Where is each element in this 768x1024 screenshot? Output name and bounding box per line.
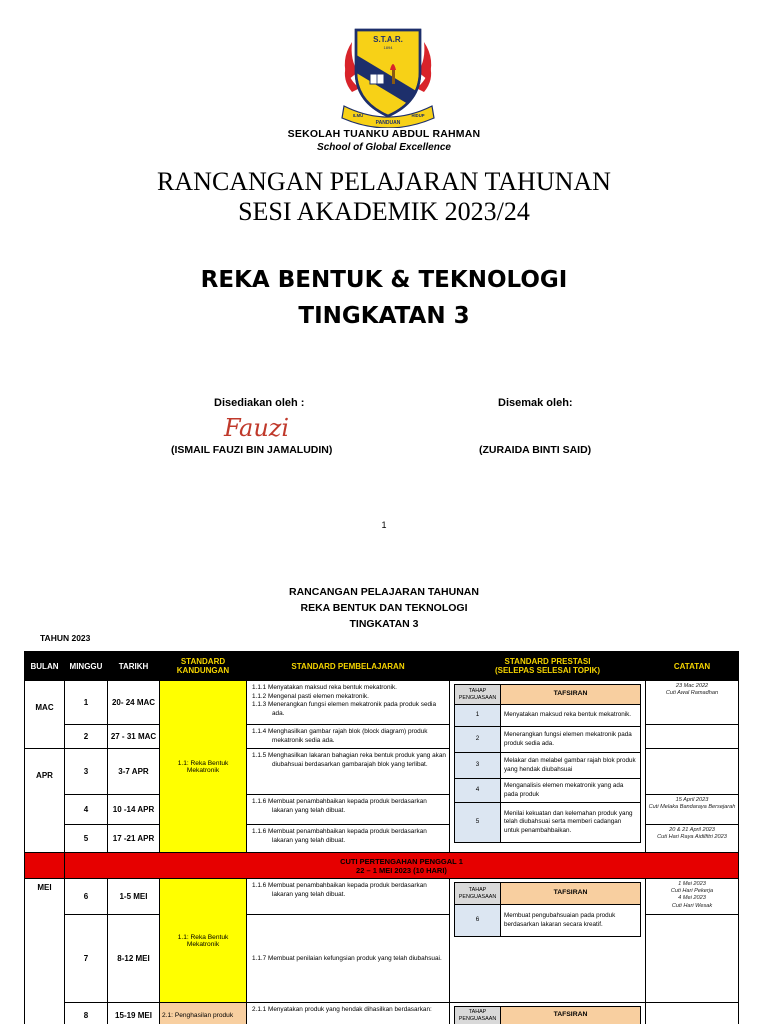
prepared-by-label: Disediakan oleh : [214, 397, 305, 409]
prestasi-header-tafsiran: TAFSIRAN [501, 685, 641, 705]
standard-prestasi-block1 [450, 681, 646, 853]
standard-kandungan-block2: 1.1: Reka Bentuk Mekatronik [160, 879, 247, 1003]
prestasi-desc: Melakar dan melabel gambar rajah blok produk yang hendak diubahsuai [501, 753, 641, 779]
learning-standard [247, 795, 450, 825]
plan-heading: RANCANGAN PELAJARAN TAHUNAN [289, 586, 479, 598]
plan-subject: REKA BENTUK DAN TEKNOLOGI [300, 602, 468, 614]
table-row [25, 1003, 739, 1024]
learning-standard-line: 1.1.6 Membuat penambahbaikan kepada produk berdasarkan lakaran yang telah dibuat. [252, 882, 427, 898]
week-number: 6 [65, 879, 108, 915]
note-text: 20 & 21 April 2023 Cuti Hari Raya Aidilfitri 2023 [657, 827, 727, 841]
col-prestasi-line2: (SELEPAS SELESAI TOPIK) [494, 666, 601, 675]
crest-ribbon-right: HIDUP [411, 113, 425, 118]
week-date: 1-5 MEI [108, 879, 160, 915]
month-mei: MEI [25, 879, 65, 1024]
prestasi-table [454, 684, 641, 843]
week-number: 7 [65, 915, 108, 1003]
col-standard-kandungan [160, 652, 247, 681]
learning-standard [247, 825, 450, 853]
learning-standard-line: 1.1.6 Membuat penambahbaikan kepada produk berdasarkan lakaran yang telah dibuat. [252, 798, 427, 814]
school-name: SEKOLAH TUANKU ABDUL RAHMAN [287, 128, 481, 140]
prestasi-table [454, 882, 641, 937]
prestasi-level: 5 [455, 803, 501, 843]
catatan-note [646, 795, 739, 825]
holiday-label [65, 853, 739, 879]
learning-standard-line: 1.1.4 Menghasilkan gambar rajah blok (block diagram) produk mekatronik sedia ada. [252, 728, 428, 744]
col-kandungan-line2: KANDUNGAN [176, 666, 230, 675]
standard-kandungan-block1: 1.1: Reka Bentuk Mekatronik [160, 681, 247, 853]
catatan-note [646, 749, 739, 795]
week-number: 3 [65, 749, 108, 795]
prestasi-level: 1 [455, 705, 501, 727]
week-number: 4 [65, 795, 108, 825]
col-kandungan-line1: STANDARD [180, 657, 226, 666]
holiday-title: CUTI PERTENGAHAN PENGGAL 1 [340, 856, 463, 866]
learning-standard-line: 1.1.2 Mengenal pasti elemen mekatronik. [252, 692, 369, 700]
prestasi-level: 2 [455, 727, 501, 753]
learning-standard [247, 1003, 450, 1024]
crest-ribbon-middle: PANDUAN [375, 120, 401, 126]
week-date: 17 -21 APR [108, 825, 160, 853]
table-row [25, 681, 739, 725]
learning-standard [247, 915, 450, 1003]
school-crest-logo [338, 20, 438, 128]
holiday-row-pad [25, 853, 65, 879]
col-bulan: BULAN [25, 652, 65, 681]
plan-form: TINGKATAN 3 [349, 618, 419, 630]
note-text: 1 Mei 2023 Cuti Hari Pekerja 4 Mei 2023 Cuti Hari Wesak [670, 881, 714, 909]
prestasi-header-tahap: TAHAP PENGUASAAN [455, 685, 501, 705]
standard-prestasi-block2 [450, 879, 646, 1003]
signature [220, 410, 300, 446]
academic-session: SESI AKADEMIK 2023/24 [238, 197, 530, 226]
learning-standard-line: 1.1.7 Membuat penilaian kefungsian produk yang telah diubahsuai. [252, 954, 442, 962]
school-motto: School of Global Excellence [317, 142, 451, 153]
prestasi-desc: Menyatakan maksud reka bentuk mekatronik. [501, 705, 641, 727]
col-tarikh: TARIKH [108, 652, 160, 681]
week-number: 8 [65, 1003, 108, 1024]
crest-text-star: S.T.A.R. [373, 35, 403, 44]
week-date: 10 -14 APR [108, 795, 160, 825]
catatan-note [646, 725, 739, 749]
prestasi-desc: Menilai kekuatan dan kelemahan produk yang telah diubahsuai serta memberi cadangan untuk penambahbaikan. [501, 803, 641, 843]
catatan-note [646, 915, 739, 1003]
col-catatan: CATATAN [646, 652, 739, 681]
week-number: 5 [65, 825, 108, 853]
col-standard-pembelajaran: STANDARD PEMBELAJARAN [247, 652, 450, 681]
standard-kandungan-block3: 2.1: Penghasilan produk [160, 1003, 247, 1024]
learning-standard [247, 681, 450, 725]
learning-standard [247, 879, 450, 915]
page-number: 1 [381, 520, 387, 530]
annual-plan-table [24, 651, 739, 1024]
catatan-note [646, 879, 739, 915]
learning-standard-line: 1.1.5 Menghasilkan lakaran bahagian reka bentuk produk yang akan diubahsuai berdasarkan gambarajah blok yang terlibat. [252, 752, 446, 768]
week-date: 27 - 31 MAC [108, 725, 160, 749]
learning-standard-line: 2.1.1 Menyatakan produk yang hendak dihasilkan berdasarkan: [252, 1006, 432, 1013]
crest-text-year: 1894 [383, 45, 393, 50]
catatan-note [646, 825, 739, 853]
catatan-note [646, 1003, 739, 1024]
prestasi-header-tafsiran: TAFSIRAN [501, 883, 641, 905]
learning-standard [247, 725, 450, 749]
prestasi-table [454, 1006, 641, 1024]
prestasi-desc: Menganalisis elemen mekatronik yang ada pada produk [501, 779, 641, 803]
form-level: TINGKATAN 3 [298, 303, 470, 329]
prestasi-desc: Membuat pengubahsuaian pada produk berdasarkan lakaran secara kreatif. [501, 905, 641, 937]
week-date: 20- 24 MAC [108, 681, 160, 725]
prestasi-level: 6 [455, 905, 501, 937]
crest-ribbon-left: ILMU [352, 113, 364, 118]
table-header-row [25, 652, 739, 681]
learning-standard-line: 1.1.1 Menyatakan maksud reka bentuk mekatronik. [252, 684, 397, 691]
table-row [25, 879, 739, 915]
prestasi-header-tahap: TAHAP PENGUASAAN [455, 1007, 501, 1024]
week-number: 2 [65, 725, 108, 749]
year-label: TAHUN 2023 [40, 633, 91, 643]
week-date: 3-7 APR [108, 749, 160, 795]
learning-standard-line: 1.1.3 Menerangkan fungsi elemen mekatronik pada produk sedia ada. [252, 701, 437, 717]
note-text: 23 Mac 2022 Cuti Awal Ramadhan [665, 683, 719, 697]
prestasi-level: 4 [455, 779, 501, 803]
week-number: 1 [65, 681, 108, 725]
signature-text: Fauzi [224, 414, 290, 442]
holiday-row [25, 853, 739, 879]
checked-by-name: (ZURAIDA BINTI SAID) [479, 444, 592, 456]
learning-standard-line: 1.1.6 Membuat penambahbaikan kepada produk berdasarkan lakaran yang telah dibuat. [252, 828, 427, 844]
col-minggu: MINGGU [65, 652, 108, 681]
week-date: 8-12 MEI [108, 915, 160, 1003]
col-standard-prestasi [450, 652, 646, 681]
holiday-dates: 22 – 1 MEI 2023 (10 HARI) [356, 865, 447, 875]
note-text: 15 April 2023 Cuti Melaka Bandaraya Bersejarah [648, 797, 736, 811]
catatan-note [646, 681, 739, 725]
standard-prestasi-block3 [450, 1003, 646, 1024]
col-prestasi-line1: STANDARD PRESTASI [504, 657, 591, 666]
week-date: 15-19 MEI [108, 1003, 160, 1024]
prestasi-desc: Menerangkan fungsi elemen mekatronik pada produk sedia ada. [501, 727, 641, 753]
subject-title: REKA BENTUK & TEKNOLOGI [200, 267, 568, 293]
document-title: RANCANGAN PELAJARAN TAHUNAN [157, 167, 611, 196]
prestasi-header-tahap: TAHAP PENGUASAAN [455, 883, 501, 905]
prepared-by-name: (ISMAIL FAUZI BIN JAMALUDIN) [171, 444, 333, 456]
month-mac: MAC [25, 681, 65, 749]
month-apr: APR [25, 749, 65, 853]
learning-standard [247, 749, 450, 795]
checked-by-label: Disemak oleh: [498, 397, 573, 409]
prestasi-level: 3 [455, 753, 501, 779]
prestasi-header-tafsiran: TAFSIRAN [501, 1007, 641, 1024]
